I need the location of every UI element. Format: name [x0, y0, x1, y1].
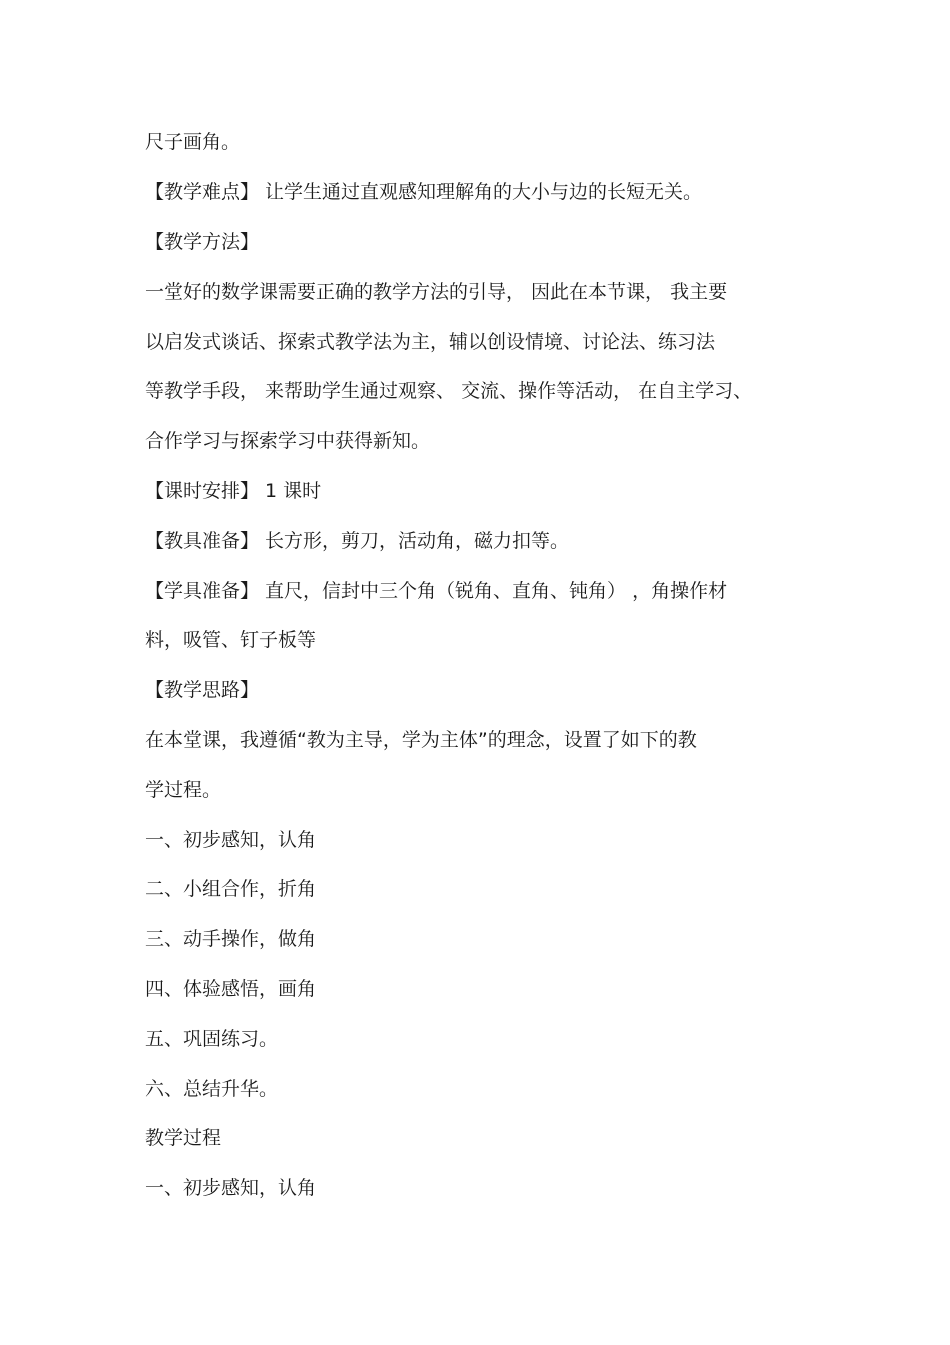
text-line-4: 一堂好的数学课需要正确的教学方法的引导， 因此在本节课， 我主要 — [145, 281, 728, 303]
text-line-22: 一、初步感知，认角 — [145, 1177, 317, 1199]
text-line-19: 五、巩固练习。 — [145, 1028, 279, 1050]
text-line-10: 【学具准备】 直尺，信封中三个角（锐角、直角、钝角） ，角操作材 — [145, 580, 728, 602]
text-line-12: 【教学思路】 — [145, 679, 260, 701]
text-line-1: 尺子画角。 — [145, 131, 241, 153]
text-line-20: 六、总结升华。 — [145, 1078, 279, 1100]
text-line-15: 一、初步感知，认角 — [145, 829, 317, 851]
text-line-21: 教学过程 — [145, 1127, 222, 1149]
text-line-7: 合作学习与探索学习中获得新知。 — [145, 430, 431, 452]
text-line-3: 【教学方法】 — [145, 231, 260, 253]
text-line-6: 等教学手段， 来帮助学生通过观察、 交流、操作等活动， 在自主学习、 — [145, 380, 753, 402]
text-line-16: 二、小组合作，折角 — [145, 878, 317, 900]
text-line-13: 在本堂课，我遵循“教为主导，学为主体”的理念，设置了如下的教 — [145, 729, 697, 751]
text-line-14: 学过程。 — [145, 779, 222, 801]
text-line-11: 料，吸管、钉子板等 — [145, 629, 317, 651]
text-line-5: 以启发式谈话、探索式教学法为主，辅以创设情境、讨论法、练习法 — [145, 331, 716, 353]
text-line-17: 三、动手操作，做角 — [145, 928, 317, 950]
text-line-8: 【课时安排】 1 课时 — [145, 480, 322, 502]
text-line-18: 四、体验感悟，画角 — [145, 978, 317, 1000]
text-line-2: 【教学难点】 让学生通过直观感知理解角的大小与边的长短无关。 — [145, 181, 703, 203]
text-line-9: 【教具准备】 长方形，剪刀，活动角，磁力扣等。 — [145, 530, 570, 552]
